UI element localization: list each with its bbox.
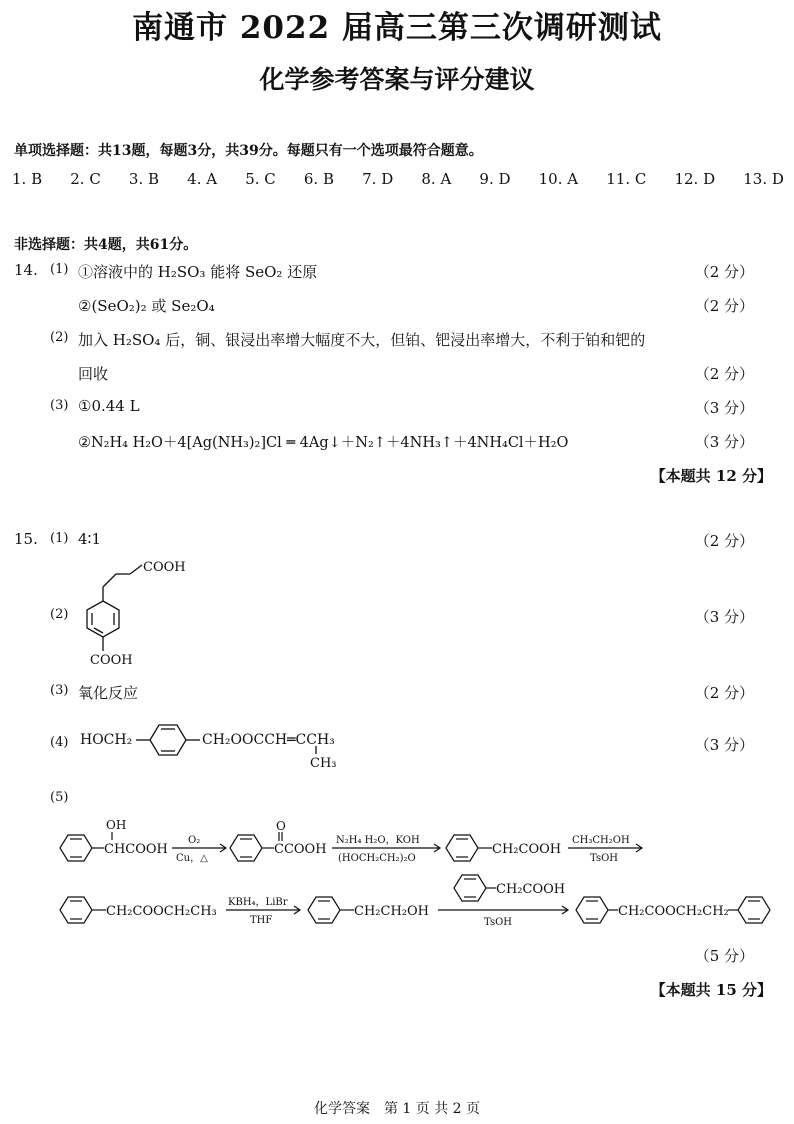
- q14-answer-2: ②(SeO₂)₂ 或 Se₂O₄: [78, 297, 215, 315]
- mc-answer: 9. D: [479, 170, 511, 188]
- q15-score-4: （3 分）: [694, 736, 754, 754]
- q15-score-3: （2 分）: [694, 684, 754, 702]
- reagent-4-top: KBH₄，LiBr: [228, 897, 288, 908]
- q15-part2-label: (2): [50, 607, 69, 622]
- q14-score-1: （2 分）: [694, 263, 754, 281]
- mc-answer: 6. B: [303, 170, 334, 188]
- compound-6-chain: CH₂COOCH₂CH₂: [618, 904, 729, 919]
- q14-score-3: （2 分）: [694, 365, 754, 383]
- reagent-1-bottom: Cu，△: [176, 853, 208, 864]
- mc-answer: 5. C: [245, 170, 276, 188]
- q15-part4-label: (4): [50, 735, 69, 750]
- mc-answer: 7. D: [362, 170, 394, 188]
- q15-score-5: （5 分）: [694, 947, 754, 965]
- carboxyl-top-label: COOH: [143, 560, 186, 575]
- q14-part2-label: (2): [50, 330, 69, 345]
- q14-answer-3-cont: 回收: [78, 365, 109, 383]
- q14-part3-label: (3): [50, 398, 69, 413]
- reagent-5-bottom: TsOH: [484, 917, 512, 928]
- q15-part3-label: (3): [50, 683, 69, 698]
- q14-score-5: （3 分）: [694, 433, 754, 451]
- reagent-5-top: CH₂COOH: [496, 882, 566, 897]
- section1-heading: 单项选择题：共13题，每题3分，共39分。每题只有一个选项最符合题意。: [14, 143, 483, 159]
- compound-5-chain: CH₂CH₂OH: [354, 904, 429, 919]
- q14-answer-1: ①溶液中的 H₂SO₃ 能将 SeO₂ 还原: [78, 263, 318, 281]
- q14-answer-3: 加入 H₂SO₄ 后，铜、银浸出率增大幅度不大，但铂、钯浸出率增大，不利于铂和钯的: [78, 331, 646, 349]
- q15-part5-label: (5): [50, 790, 69, 805]
- section2-heading: 非选择题：共4题，共61分。: [14, 237, 198, 253]
- reagent-2-bottom: (HOCH₂CH₂)₂O: [338, 853, 416, 864]
- mc-answer: 8. A: [421, 170, 452, 188]
- q15-part1-label: (1): [50, 531, 69, 546]
- compound-3-chain: CH₂COOH: [492, 842, 562, 857]
- q14-score-4: （3 分）: [694, 399, 754, 417]
- reagent-3-top: CH₃CH₂OH: [572, 835, 630, 846]
- ester-left-label: HOCH₂: [80, 732, 133, 748]
- page-footer: 化学答案 第 1 页 共 2 页: [313, 1101, 481, 1117]
- mc-answer: 4. A: [187, 170, 218, 188]
- reagent-4-bottom: THF: [250, 915, 273, 926]
- mc-answer: 13. D: [743, 170, 784, 188]
- structure-diacid: [78, 556, 208, 671]
- reagent-2-top: N₂H₄ H₂O，KOH: [336, 835, 420, 846]
- reagent-1-top: O₂: [188, 835, 201, 846]
- compound-2-chain: CCOOH: [274, 842, 327, 857]
- mc-answer: 3. B: [128, 170, 160, 188]
- q14-number: 14.: [14, 261, 38, 279]
- q14-total: 【本题共 12 分】: [650, 467, 772, 485]
- carboxyl-bottom-label: COOH: [90, 653, 133, 668]
- mc-answer-row: [12, 170, 784, 188]
- mc-answer: 12. D: [674, 170, 716, 188]
- synthesis-route: [0, 810, 794, 940]
- carbonyl-label: O: [276, 819, 286, 833]
- q14-part1-label: (1): [50, 262, 69, 277]
- q14-equation: ②N₂H₄ H₂O＋4[Ag(NH₃)₂]Cl ═ 4Ag↓＋N₂↑＋4NH₃↑＋4NH₄Cl＋H₂O: [78, 435, 569, 451]
- mc-answer: 10. A: [538, 170, 579, 188]
- compound-1-chain: CHCOOH: [104, 842, 168, 857]
- q14-answer-4: ①0.44 L: [78, 397, 140, 415]
- page-subtitle: 化学参考答案与评分建议: [259, 65, 535, 94]
- mc-answer: 1. B: [12, 170, 43, 188]
- q15-total: 【本题共 15 分】: [650, 981, 772, 999]
- q15-answer-3: 氧化反应: [78, 684, 139, 702]
- compound-4-chain: CH₂COOCH₂CH₃: [106, 904, 217, 919]
- structure-ester: [78, 716, 378, 772]
- q14-score-2: （2 分）: [694, 297, 754, 315]
- q15-score-1: （2 分）: [694, 532, 754, 550]
- ester-branch-label: CH₃: [310, 756, 337, 771]
- q15-number: 15.: [14, 530, 38, 548]
- q15-answer-1: 4∶1: [78, 530, 101, 548]
- q15-score-2: （3 分）: [694, 608, 754, 626]
- page-title: 南通市 2022 届高三第三次调研测试: [132, 10, 662, 46]
- reagent-3-bottom: TsOH: [590, 853, 618, 864]
- mc-answer: 11. C: [606, 170, 647, 188]
- mc-answer: 2. C: [70, 170, 101, 188]
- hydroxyl-label: OH: [106, 818, 127, 832]
- ester-right-label: CH₂OOCCH═CCH₃: [202, 732, 335, 748]
